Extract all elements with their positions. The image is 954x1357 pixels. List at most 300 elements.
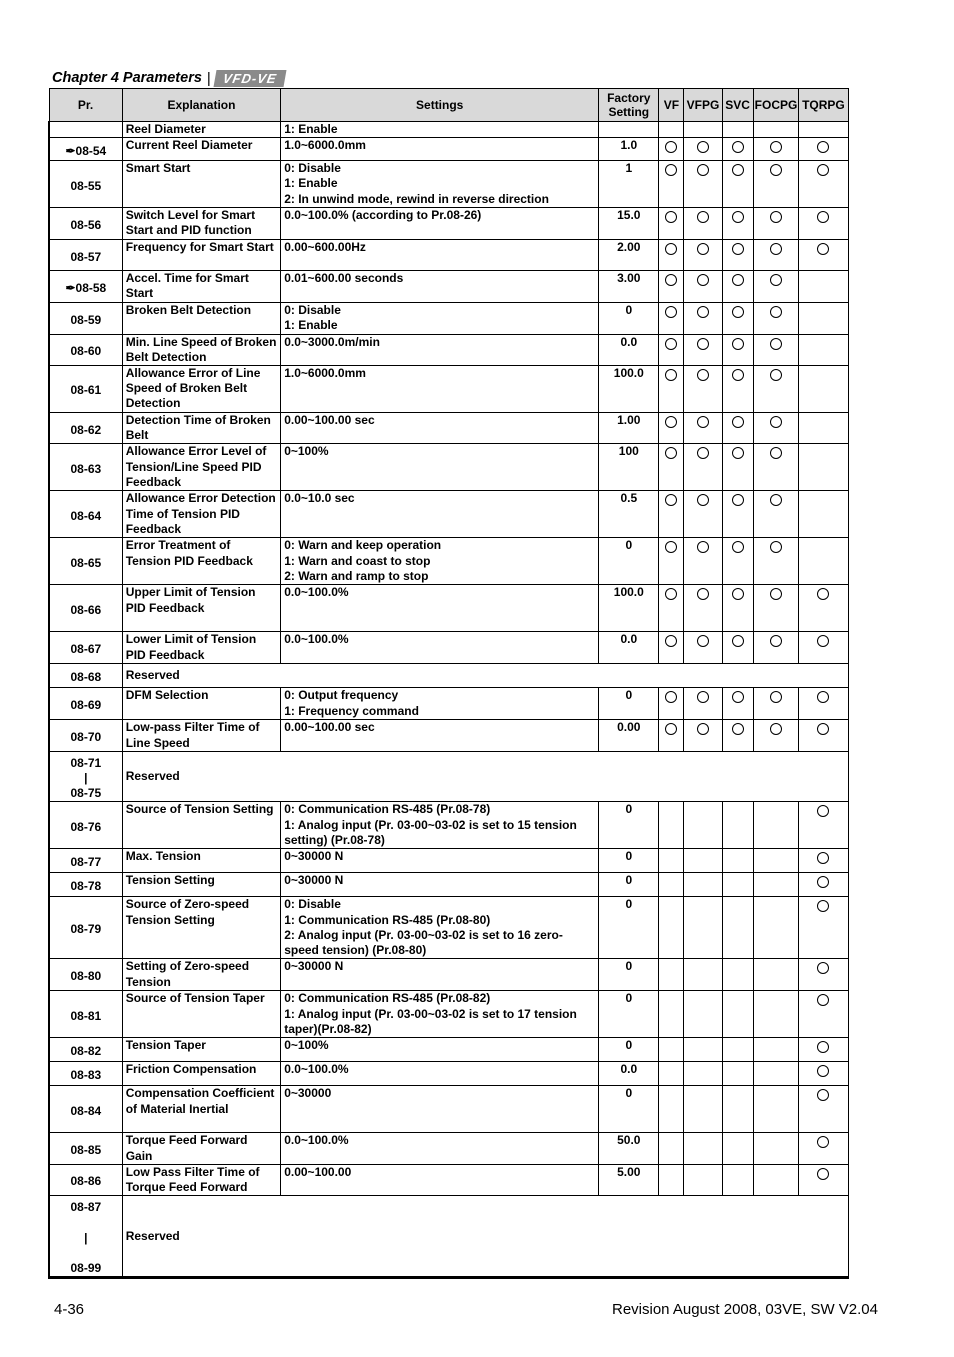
cell-pr <box>49 138 122 161</box>
cell-pr <box>49 1062 122 1086</box>
cell-mode-vfpg <box>684 271 722 303</box>
setting-line: 0~30000 N <box>284 873 344 888</box>
cell-mode-vf <box>659 897 684 959</box>
parameter-number: 08-83 <box>70 1068 102 1083</box>
col-header-factory-setting: Factory Setting <box>599 89 659 122</box>
cell-mode-vf <box>659 413 684 444</box>
table-row <box>49 897 849 959</box>
cell-mode-vf <box>659 271 684 303</box>
parameter-number: 08-68 <box>70 670 102 685</box>
cell-mode-tqrpg <box>798 1133 848 1164</box>
cell-mode-focpg <box>753 240 798 271</box>
cell-settings <box>281 1038 599 1062</box>
cell-mode-focpg <box>753 491 798 538</box>
circle-icon <box>732 691 744 703</box>
cell-mode-tqrpg <box>798 873 848 897</box>
pen-icon: ✒ <box>65 143 76 158</box>
cell-mode-tqrpg <box>798 897 848 959</box>
cell-mode-vf <box>659 632 684 664</box>
cell-explanation <box>122 802 280 849</box>
setting-line: 0: Disable <box>284 897 341 912</box>
circle-icon <box>732 447 744 459</box>
explanation-text: Max. Tension <box>125 849 201 864</box>
cell-factory-setting: 1 <box>599 161 659 208</box>
cell-mode-vfpg <box>684 491 722 538</box>
setting-line: 0.01~600.00 seconds <box>284 271 404 286</box>
setting-line: 1: Warn and coast to stop <box>284 553 431 568</box>
cell-mode-tqrpg <box>798 444 848 491</box>
table-row <box>49 271 849 303</box>
cell-pr <box>49 303 122 334</box>
parameter-number: 08-54 <box>75 143 107 158</box>
cell-mode-tqrpg <box>798 161 848 208</box>
cell-settings <box>281 873 599 897</box>
cell-factory-setting: 0.0 <box>599 632 659 664</box>
cell-mode-svc <box>722 122 753 138</box>
cell-mode-svc <box>722 366 753 413</box>
circle-icon <box>817 1065 829 1077</box>
cell-mode-vfpg <box>684 959 722 991</box>
cell-mode-tqrpg <box>798 208 848 240</box>
setting-line: 0: Disable <box>284 161 341 176</box>
circle-icon <box>770 494 782 506</box>
cell-explanation <box>122 751 848 802</box>
parameter-number: 08-58 <box>75 281 107 296</box>
cell-mode-focpg <box>753 959 798 991</box>
table-row <box>49 161 849 208</box>
table-row <box>49 413 849 444</box>
cell-factory-setting: 5.00 <box>599 1164 659 1195</box>
cell-explanation <box>122 991 280 1038</box>
cell-factory-setting: 0 <box>599 688 659 720</box>
setting-line: 0.00~100.00 <box>284 1164 352 1179</box>
circle-icon <box>732 306 744 318</box>
cell-mode-vf <box>659 849 684 873</box>
table-row <box>49 1133 849 1164</box>
circle-icon <box>817 852 829 864</box>
explanation-text: Reserved <box>125 668 180 683</box>
explanation-text: DFM Selection <box>125 688 209 703</box>
cell-pr <box>49 1086 122 1133</box>
cell-explanation <box>122 271 280 303</box>
circle-icon <box>732 274 744 286</box>
cell-mode-vfpg <box>684 1038 722 1062</box>
cell-pr <box>49 122 122 138</box>
cell-pr <box>49 873 122 897</box>
circle-icon <box>817 1041 829 1053</box>
circle-icon <box>732 635 744 647</box>
cell-mode-vfpg <box>684 334 722 365</box>
cell-settings <box>281 1133 599 1164</box>
cell-mode-svc <box>722 720 753 751</box>
cell-factory-setting: 100.0 <box>599 585 659 632</box>
parameter-number: 08-60 <box>70 344 102 359</box>
cell-mode-tqrpg <box>798 413 848 444</box>
table-row <box>49 849 849 873</box>
cell-mode-vf <box>659 240 684 271</box>
table-row <box>49 138 849 161</box>
cell-mode-svc <box>722 897 753 959</box>
cell-pr <box>49 664 122 688</box>
setting-line: 0~30000 N <box>284 849 344 864</box>
cell-mode-focpg <box>753 444 798 491</box>
cell-mode-vf <box>659 334 684 365</box>
cell-mode-tqrpg <box>798 303 848 334</box>
cell-mode-vfpg <box>684 122 722 138</box>
circle-icon <box>732 243 744 255</box>
cell-mode-focpg <box>753 538 798 585</box>
cell-settings <box>281 161 599 208</box>
circle-icon <box>665 691 677 703</box>
setting-line: 0.00~100.00 sec <box>284 413 375 428</box>
pen-icon: ✒ <box>65 281 76 296</box>
cell-factory-setting: 3.00 <box>599 271 659 303</box>
cell-mode-vf <box>659 1038 684 1062</box>
parameter-table <box>48 88 849 1279</box>
setting-line: 0.0~100.0% <box>284 585 349 600</box>
table-row <box>49 1164 849 1195</box>
parameter-number: 08-66 <box>70 602 102 617</box>
circle-icon <box>697 211 709 223</box>
cell-pr <box>49 161 122 208</box>
cell-mode-focpg <box>753 1164 798 1195</box>
cell-explanation <box>122 664 848 688</box>
cell-mode-tqrpg <box>798 632 848 664</box>
table-row <box>49 873 849 897</box>
cell-factory-setting: 1.00 <box>599 413 659 444</box>
setting-line: 1: Frequency command <box>284 703 419 718</box>
circle-icon <box>770 635 782 647</box>
setting-line: 1: Communication RS-485 (Pr.08-80) <box>284 912 491 927</box>
col-header-vf: VF <box>659 89 684 122</box>
parameter-number: 08-59 <box>70 312 102 327</box>
cell-pr <box>49 720 122 751</box>
setting-line: 0: Output frequency <box>284 688 399 703</box>
cell-explanation <box>122 1038 280 1062</box>
circle-icon <box>697 274 709 286</box>
circle-icon <box>770 211 782 223</box>
cell-mode-svc <box>722 303 753 334</box>
cell-mode-svc <box>722 208 753 240</box>
cell-mode-focpg <box>753 1038 798 1062</box>
circle-icon <box>817 876 829 888</box>
explanation-text: Lower Limit of Tension PID Feedback <box>125 632 257 662</box>
cell-explanation <box>122 444 280 491</box>
cell-factory-setting: 0 <box>599 1038 659 1062</box>
cell-explanation <box>122 585 280 632</box>
cell-settings <box>281 802 599 849</box>
cell-explanation <box>122 413 280 444</box>
circle-icon <box>770 274 782 286</box>
cell-pr <box>49 751 122 802</box>
cell-factory-setting: 0 <box>599 849 659 873</box>
cell-mode-focpg <box>753 897 798 959</box>
col-header-explanation: Explanation <box>122 89 280 122</box>
cell-pr <box>49 991 122 1038</box>
explanation-text: Switch Level for Smart Start and PID function <box>125 208 256 238</box>
table-row <box>49 444 849 491</box>
cell-mode-vf <box>659 688 684 720</box>
col-header-settings: Settings <box>281 89 599 122</box>
cell-mode-vf <box>659 991 684 1038</box>
setting-line: 2: Analog input (Pr. 03-00~03-02 is set to 16 zero-speed tension) (Pr.08-80) <box>284 927 563 958</box>
cell-pr <box>49 538 122 585</box>
cell-mode-svc <box>722 1038 753 1062</box>
parameter-number: 08-86 <box>70 1174 102 1189</box>
setting-line: 1.0~6000.0mm <box>284 138 366 153</box>
parameter-number: 08-71 | 08-75 <box>70 755 102 801</box>
cell-mode-svc <box>722 1062 753 1086</box>
cell-explanation <box>122 959 280 991</box>
circle-icon <box>665 306 677 318</box>
circle-icon <box>817 164 829 176</box>
cell-mode-svc <box>722 991 753 1038</box>
cell-pr <box>49 366 122 413</box>
parameter-number: 08-64 <box>70 508 102 523</box>
cell-factory-setting: 100.0 <box>599 366 659 413</box>
cell-pr <box>49 849 122 873</box>
circle-icon <box>732 723 744 735</box>
circle-icon <box>665 541 677 553</box>
circle-icon <box>665 588 677 600</box>
cell-settings <box>281 334 599 365</box>
parameter-number: 08-57 <box>70 249 102 264</box>
circle-icon <box>770 416 782 428</box>
parameter-number: 08-76 <box>70 819 102 834</box>
circle-icon <box>697 164 709 176</box>
table-row <box>49 720 849 751</box>
circle-icon <box>697 306 709 318</box>
setting-line: 0: Disable <box>284 303 341 318</box>
setting-line: 1: Analog input (Pr. 03-00~03-02 is set to 17 tension taper)(Pr.08-82) <box>284 1006 577 1036</box>
circle-icon <box>732 338 744 350</box>
explanation-text: Detection Time of Broken Belt <box>125 413 271 443</box>
circle-icon <box>817 141 829 153</box>
circle-icon <box>665 274 677 286</box>
col-header-vfpg: VFPG <box>684 89 722 122</box>
cell-mode-vfpg <box>684 538 722 585</box>
explanation-text: Reserved <box>125 1228 180 1243</box>
parameter-number: 08-61 <box>70 383 102 398</box>
circle-icon <box>697 494 709 506</box>
cell-mode-focpg <box>753 802 798 849</box>
cell-settings <box>281 632 599 664</box>
cell-mode-svc <box>722 413 753 444</box>
cell-explanation <box>122 849 280 873</box>
cell-mode-vf <box>659 138 684 161</box>
circle-icon <box>817 994 829 1006</box>
setting-line: 0~100% <box>284 444 329 459</box>
cell-mode-vf <box>659 538 684 585</box>
cell-settings <box>281 413 599 444</box>
cell-settings <box>281 585 599 632</box>
cell-factory-setting: 0 <box>599 538 659 585</box>
cell-mode-vfpg <box>684 444 722 491</box>
explanation-text: Allowance Error Detection Time of Tension PID Feedback <box>125 491 276 536</box>
cell-mode-focpg <box>753 208 798 240</box>
cell-factory-setting: 0 <box>599 991 659 1038</box>
cell-explanation <box>122 1062 280 1086</box>
cell-settings <box>281 208 599 240</box>
table-row <box>49 303 849 334</box>
circle-icon <box>665 369 677 381</box>
table-row <box>49 991 849 1038</box>
table-row <box>49 959 849 991</box>
table-row <box>49 334 849 365</box>
parameter-number: 08-65 <box>70 555 102 570</box>
cell-mode-tqrpg <box>798 1164 848 1195</box>
cell-settings <box>281 849 599 873</box>
cell-mode-tqrpg <box>798 334 848 365</box>
cell-factory-setting: 0.0 <box>599 1062 659 1086</box>
col-header-svc: SVC <box>722 89 753 122</box>
cell-pr <box>49 491 122 538</box>
cell-pr <box>49 240 122 271</box>
explanation-text: Low Pass Filter Time of Torque Feed Forward <box>125 1164 260 1195</box>
circle-icon <box>817 962 829 974</box>
circle-icon <box>817 723 829 735</box>
cell-mode-vfpg <box>684 720 722 751</box>
table-row <box>49 122 849 138</box>
cell-mode-svc <box>722 444 753 491</box>
cell-mode-tqrpg <box>798 959 848 991</box>
circle-icon <box>665 243 677 255</box>
circle-icon <box>732 416 744 428</box>
cell-mode-vfpg <box>684 1062 722 1086</box>
explanation-text: Torque Feed Forward Gain <box>125 1133 248 1163</box>
table-row <box>49 688 849 720</box>
cell-mode-vf <box>659 366 684 413</box>
cell-factory-setting: 0 <box>599 303 659 334</box>
cell-factory-setting: 2.00 <box>599 240 659 271</box>
cell-factory-setting: 0.00 <box>599 720 659 751</box>
table-row <box>49 585 849 632</box>
circle-icon <box>697 588 709 600</box>
circle-icon <box>732 211 744 223</box>
circle-icon <box>732 164 744 176</box>
cell-mode-tqrpg <box>798 1038 848 1062</box>
circle-icon <box>817 243 829 255</box>
cell-mode-focpg <box>753 1133 798 1164</box>
cell-mode-vf <box>659 1164 684 1195</box>
cell-mode-vfpg <box>684 585 722 632</box>
circle-icon <box>665 211 677 223</box>
cell-settings <box>281 688 599 720</box>
circle-icon <box>817 211 829 223</box>
cell-factory-setting: 0 <box>599 959 659 991</box>
setting-line: 0.0~100.0% (according to Pr.08-26) <box>284 208 482 223</box>
circle-icon <box>770 691 782 703</box>
cell-explanation <box>122 366 280 413</box>
cell-pr <box>49 1038 122 1062</box>
cell-pr <box>49 1133 122 1164</box>
table-row <box>49 802 849 849</box>
circle-icon <box>665 494 677 506</box>
circle-icon <box>770 243 782 255</box>
circle-icon <box>697 541 709 553</box>
cell-mode-tqrpg <box>798 491 848 538</box>
cell-mode-vfpg <box>684 688 722 720</box>
cell-explanation <box>122 720 280 751</box>
setting-line: 0.0~100.0% <box>284 1062 349 1077</box>
cell-explanation <box>122 632 280 664</box>
setting-line: 1: Enable <box>284 318 338 333</box>
explanation-text: Tension Taper <box>125 1038 206 1053</box>
table-row <box>49 538 849 585</box>
cell-mode-tqrpg <box>798 138 848 161</box>
cell-mode-tqrpg <box>798 849 848 873</box>
circle-icon <box>732 588 744 600</box>
cell-pr <box>49 334 122 365</box>
parameter-number: 08-62 <box>70 422 102 437</box>
setting-line: 1: Enable <box>284 122 338 136</box>
cell-mode-vfpg <box>684 303 722 334</box>
parameter-number: 08-87 | 08-99 <box>70 1200 102 1276</box>
cell-explanation <box>122 1086 280 1133</box>
table-row <box>49 1062 849 1086</box>
cell-mode-vf <box>659 585 684 632</box>
table-row <box>49 751 849 802</box>
table-row <box>49 632 849 664</box>
setting-line: 0~30000 <box>284 1086 332 1101</box>
cell-mode-svc <box>722 873 753 897</box>
circle-icon <box>817 900 829 912</box>
cell-mode-focpg <box>753 1062 798 1086</box>
cell-settings <box>281 366 599 413</box>
cell-mode-vf <box>659 208 684 240</box>
cell-settings <box>281 1062 599 1086</box>
cell-settings <box>281 720 599 751</box>
circle-icon <box>817 1136 829 1148</box>
parameter-number: 08-85 <box>70 1143 102 1158</box>
explanation-text: Source of Tension Taper <box>125 991 265 1006</box>
setting-line: 0: Communication RS-485 (Pr.08-82) <box>284 991 491 1006</box>
cell-pr <box>49 688 122 720</box>
cell-pr <box>49 1196 122 1278</box>
cell-mode-vf <box>659 161 684 208</box>
cell-pr <box>49 444 122 491</box>
circle-icon <box>770 164 782 176</box>
cell-mode-tqrpg <box>798 1062 848 1086</box>
cell-mode-vfpg <box>684 897 722 959</box>
cell-mode-vfpg <box>684 991 722 1038</box>
setting-line: 0.0~3000.0m/min <box>284 334 380 349</box>
circle-icon <box>665 141 677 153</box>
explanation-text: Allowance Error of Line Speed of Broken Belt Detection <box>125 366 261 411</box>
cell-explanation <box>122 1196 848 1278</box>
circle-icon <box>770 541 782 553</box>
cell-explanation <box>122 538 280 585</box>
circle-icon <box>665 164 677 176</box>
cell-factory-setting: 50.0 <box>599 1133 659 1164</box>
cell-factory-setting: 100 <box>599 444 659 491</box>
setting-line: 1.0~6000.0mm <box>284 366 366 381</box>
cell-mode-vf <box>659 1086 684 1133</box>
cell-explanation <box>122 303 280 334</box>
cell-mode-svc <box>722 1164 753 1195</box>
cell-factory-setting <box>599 122 659 138</box>
explanation-text: Reserved <box>125 769 180 784</box>
explanation-text: Accel. Time for Smart Start <box>125 271 249 301</box>
page-number: 4-36 <box>54 1301 85 1318</box>
cell-mode-vf <box>659 959 684 991</box>
cell-mode-svc <box>722 1086 753 1133</box>
parameter-number: 08-55 <box>70 178 102 193</box>
setting-line: 0~100% <box>284 1038 329 1053</box>
explanation-text: Broken Belt Detection <box>125 303 252 318</box>
cell-mode-vfpg <box>684 1164 722 1195</box>
cell-settings <box>281 991 599 1038</box>
